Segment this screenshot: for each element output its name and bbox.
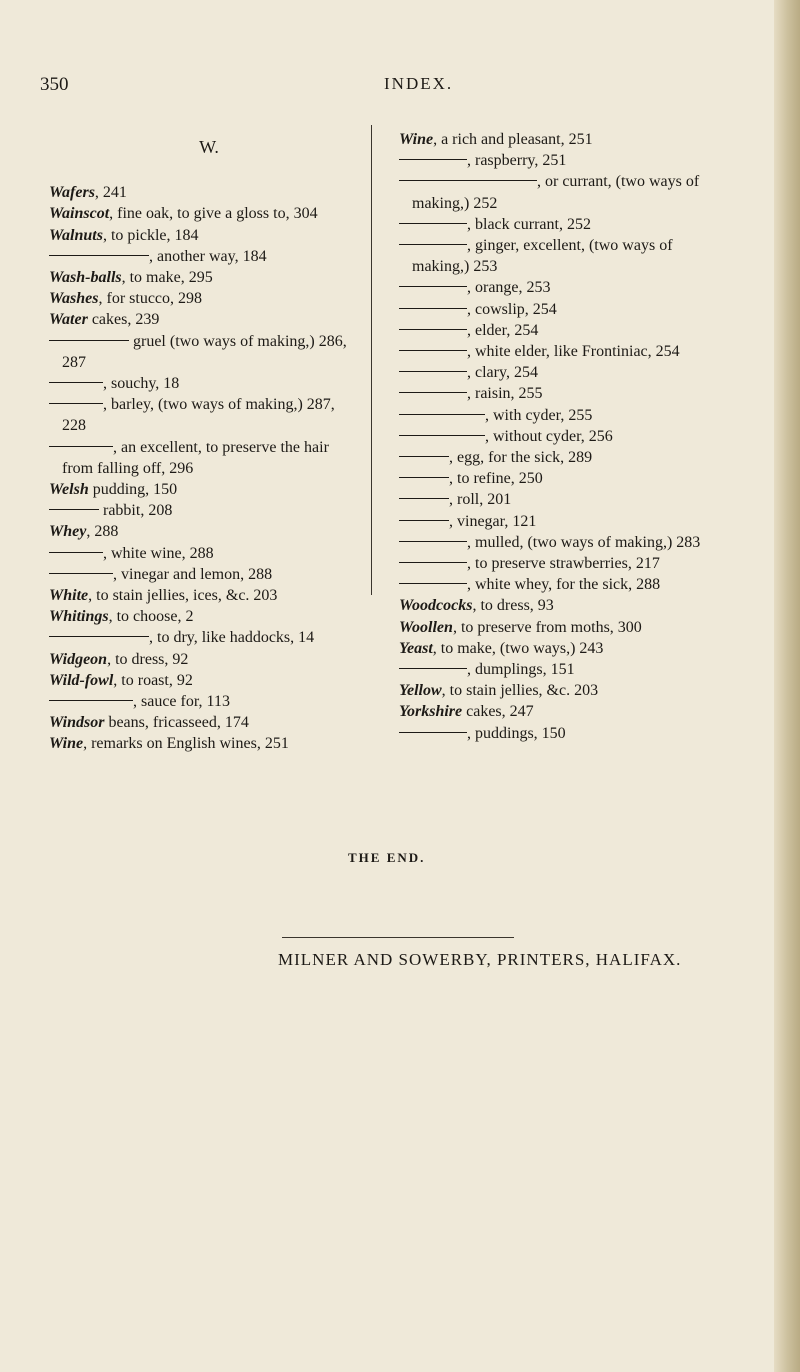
index-entry (49, 606, 349, 627)
entry-text: , white wine, 288 (103, 544, 214, 562)
entry-text: , for stucco, 298 (98, 290, 203, 308)
entry-text: , souchy, 18 (103, 375, 180, 393)
entry-text: , vinegar, 121 (449, 512, 537, 530)
index-entry (399, 383, 714, 404)
entry-text: , egg, for the sick, 289 (449, 449, 593, 467)
ditto-dash (399, 350, 467, 351)
entry-text: , to refine, 250 (449, 470, 543, 488)
index-entry (49, 394, 349, 436)
ditto-dash (49, 255, 149, 256)
entry-headword: Whitings (49, 608, 109, 626)
entry-list-right (399, 129, 714, 744)
index-entry (49, 670, 349, 691)
entry-text: , to make, 295 (121, 269, 213, 287)
entry-text: , ginger, excellent, (two ways of making,) 253 (412, 237, 673, 276)
entry-text: , another way, 184 (149, 247, 267, 265)
index-entry (399, 680, 714, 701)
ditto-dash (399, 159, 467, 160)
entry-text: , remarks on English wines, 251 (83, 735, 289, 753)
index-entry (49, 691, 349, 712)
entry-text: , to dress, 93 (472, 597, 554, 615)
page-edge (774, 0, 800, 1372)
index-entry (399, 468, 714, 489)
index-entry (399, 532, 714, 553)
ditto-dash (49, 573, 113, 574)
entry-text: , cowslip, 254 (467, 300, 557, 318)
index-entry (399, 235, 714, 277)
entry-text: cakes, 247 (462, 703, 534, 721)
ditto-dash (49, 340, 129, 341)
index-entry (399, 150, 714, 171)
entry-text: , white elder, like Frontiniac, 254 (467, 343, 680, 361)
index-entry (399, 701, 714, 722)
index-entry (399, 277, 714, 298)
entry-text: , dumplings, 151 (467, 661, 575, 679)
index-entry (399, 511, 714, 532)
entry-text: , vinegar and lemon, 288 (113, 565, 273, 583)
ditto-dash (399, 732, 467, 733)
entry-headword: Welsh (49, 481, 89, 499)
entry-text: , white whey, for the sick, 288 (467, 576, 661, 594)
index-entry (49, 225, 349, 246)
entry-text: , elder, 254 (467, 321, 539, 339)
entry-text: , with cyder, 255 (485, 406, 593, 424)
entry-text: , barley, (two ways of making,) 287, 228 (62, 396, 335, 435)
ditto-dash (399, 498, 449, 499)
entry-headword: Wild-fowl (49, 671, 114, 689)
entry-headword: Yorkshire (399, 703, 463, 721)
entry-text: , clary, 254 (467, 364, 538, 382)
entry-text: , to dry, like haddocks, 14 (149, 629, 315, 647)
entry-text: cakes, 239 (87, 311, 160, 329)
the-end-text: THE END. (348, 850, 426, 865)
entry-text: , puddings, 150 (467, 724, 566, 742)
ditto-dash (399, 541, 467, 542)
footer-rule (282, 937, 514, 938)
ditto-dash (49, 700, 133, 701)
entry-text: , 288 (86, 523, 119, 541)
index-entry (399, 362, 714, 383)
index-entry (399, 574, 714, 595)
ditto-dash (399, 477, 449, 478)
entry-text: gruel (two ways of making,) 286, 287 (62, 332, 347, 371)
printer-imprint: MILNER AND SOWERBY, PRINTERS, HALIFAX. (278, 950, 682, 969)
index-entry (49, 288, 349, 309)
index-entry (49, 543, 349, 564)
entry-text: , to roast, 92 (113, 671, 193, 689)
entry-text: , to pickle, 184 (102, 226, 199, 244)
ditto-dash (399, 583, 467, 584)
index-entry (399, 659, 714, 680)
ditto-dash (49, 636, 149, 637)
index-entry (49, 246, 349, 267)
index-entry (49, 585, 349, 606)
entry-text: , without cyder, 256 (485, 427, 613, 445)
entry-text: , sauce for, 113 (133, 693, 230, 711)
index-entry (49, 733, 349, 754)
index-entry (399, 617, 714, 638)
entry-headword: Woodcocks (399, 597, 473, 615)
entry-headword: White (49, 587, 89, 605)
ditto-dash (49, 382, 103, 383)
page-header (40, 74, 720, 104)
section-letter: W. (199, 137, 219, 157)
ditto-dash (399, 286, 467, 287)
ditto-dash (399, 562, 467, 563)
index-entry (49, 373, 349, 394)
entry-text: , to choose, 2 (108, 608, 194, 626)
entry-headword: Yellow (399, 682, 442, 700)
entry-headword: Wash-balls (49, 269, 122, 287)
index-entry (49, 479, 349, 500)
index-entry (399, 171, 714, 213)
index-entry (49, 309, 349, 330)
index-entry (399, 214, 714, 235)
index-entry (49, 712, 349, 733)
index-entry (399, 723, 714, 744)
entry-text: beans, fricasseed, 174 (104, 714, 249, 732)
index-entry (49, 627, 349, 648)
entry-text: , roll, 201 (449, 491, 512, 509)
index-entry (399, 299, 714, 320)
entry-headword: Yeast (399, 639, 433, 657)
index-entry (49, 203, 349, 224)
entry-text: , to stain jellies, &c. 203 (441, 682, 599, 700)
index-column-right (399, 129, 714, 744)
entry-headword: Water (49, 311, 88, 329)
entry-text: rabbit, 208 (99, 502, 173, 520)
ditto-dash (399, 392, 467, 393)
ditto-dash (399, 668, 467, 669)
index-entry (399, 489, 714, 510)
index-entry (49, 500, 349, 521)
entry-list-left (49, 182, 349, 754)
entry-text: , to preserve from moths, 300 (452, 618, 642, 636)
page-number: 350 (40, 74, 69, 95)
ditto-dash (49, 403, 103, 404)
ditto-dash (49, 446, 113, 447)
index-entry (399, 129, 714, 150)
ditto-dash (49, 509, 99, 510)
entry-text: , fine oak, to give a gloss to, 304 (109, 205, 318, 223)
index-entry (49, 521, 349, 542)
entry-headword: Wafers (49, 184, 95, 202)
entry-text: , to make, (two ways,) 243 (432, 639, 604, 657)
entry-headword: Windsor (49, 714, 105, 732)
index-entry (399, 553, 714, 574)
index-entry (399, 447, 714, 468)
index-entry (49, 437, 349, 479)
ditto-dash (399, 329, 467, 330)
ditto-dash (399, 308, 467, 309)
ditto-dash (399, 244, 467, 245)
entry-text: , 241 (94, 184, 127, 202)
entry-headword: Wine (49, 735, 84, 753)
ditto-dash (399, 456, 449, 457)
entry-text: , to dress, 92 (107, 650, 189, 668)
index-entry (399, 638, 714, 659)
index-entry (399, 595, 714, 616)
entry-headword: Walnuts (49, 226, 103, 244)
ditto-dash (399, 414, 485, 415)
index-entry (399, 341, 714, 362)
entry-headword: Widgeon (49, 650, 108, 668)
running-head: INDEX. (384, 74, 454, 93)
entry-text: , mulled, (two ways of making,) 283 (467, 533, 701, 551)
entry-text: , to preserve strawberries, 217 (467, 555, 660, 573)
index-column-left (49, 137, 349, 755)
entry-headword: Wine (399, 131, 434, 148)
index-entry (49, 649, 349, 670)
entry-text: , or currant, (two ways of making,) 252 (412, 173, 700, 212)
index-entry (399, 320, 714, 341)
entry-text: , to stain jellies, ices, &c. 203 (88, 587, 278, 605)
column-divider (371, 125, 372, 595)
ditto-dash (399, 520, 449, 521)
ditto-dash (399, 180, 537, 181)
index-entry (399, 426, 714, 447)
index-entry (49, 267, 349, 288)
index-entry (49, 331, 349, 373)
ditto-dash (49, 552, 103, 553)
index-entry (399, 405, 714, 426)
entry-text: , raspberry, 251 (467, 152, 567, 170)
entry-text: pudding, 150 (88, 481, 178, 499)
ditto-dash (399, 223, 467, 224)
entry-text: , raisin, 255 (467, 385, 543, 403)
entry-headword: Whey (49, 523, 87, 541)
entry-text: , a rich and pleasant, 251 (433, 131, 593, 148)
entry-headword: Washes (49, 290, 99, 308)
index-entry (49, 564, 349, 585)
entry-headword: Woollen (399, 618, 453, 636)
index-entry (49, 182, 349, 203)
entry-text: , orange, 253 (467, 279, 551, 297)
entry-text: , an excellent, to preserve the hair from falling off, 296 (62, 438, 329, 477)
ditto-dash (399, 371, 467, 372)
ditto-dash (399, 435, 485, 436)
entry-headword: Wainscot (49, 205, 110, 223)
entry-text: , black currant, 252 (467, 215, 591, 233)
